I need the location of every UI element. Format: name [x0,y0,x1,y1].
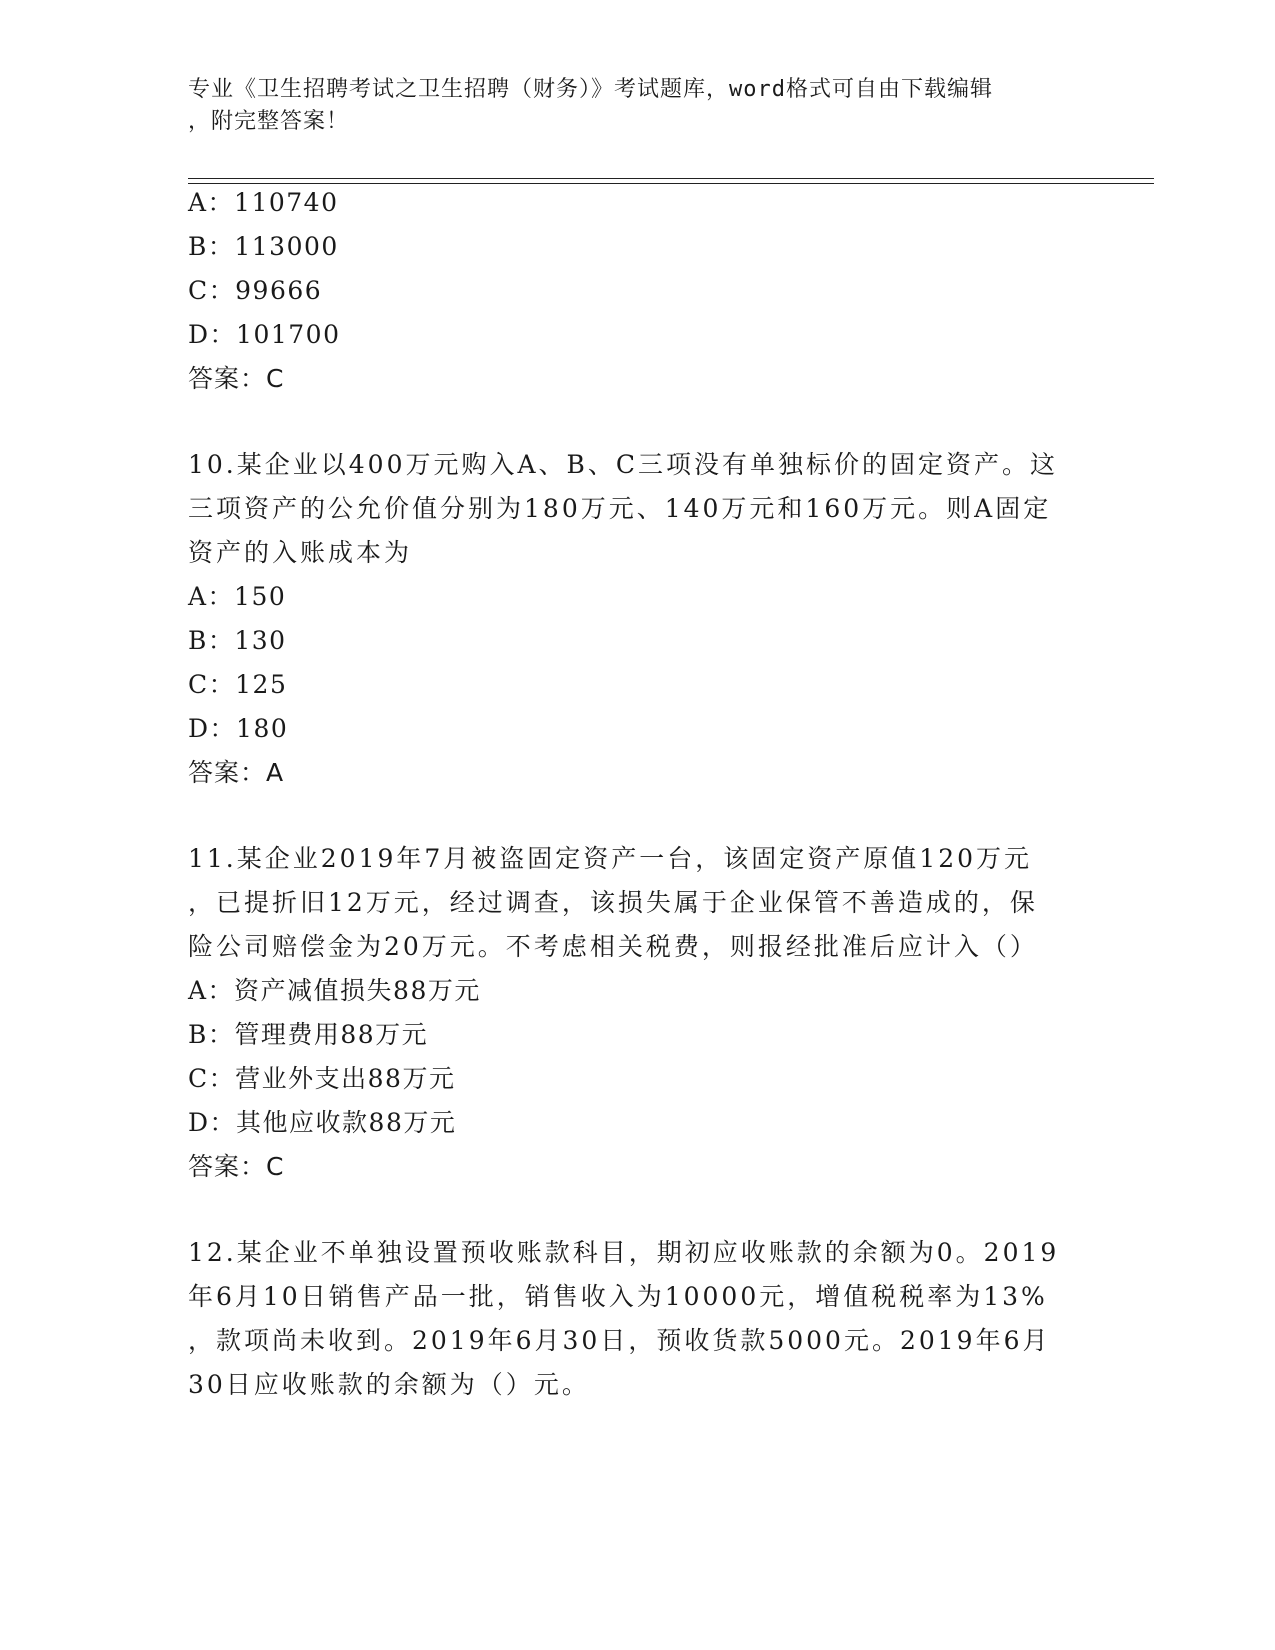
option-c: C：125 [188,670,288,699]
option-c: C：99666 [188,276,323,305]
header-rule-top [188,178,1154,179]
answer: 答案：A [188,758,285,787]
option-d: D：其他应收款88万元 [188,1108,457,1137]
header-line-1: 专业《卫生招聘考试之卫生招聘（财务）》考试题库，word格式可自由下载编辑 [188,77,993,102]
question-12-stem-line-2: 年6月10日销售产品一批，销售收入为10000元，增值税税率为13% [188,1282,1048,1311]
option-d: D：101700 [188,320,341,349]
question-12-stem-line-1: 12.某企业不单独设置预收账款科目，期初应收账款的余额为0。2019 [188,1238,1060,1267]
option-a: A：资产减值损失88万元 [188,976,481,1005]
question-11-stem-line-2: ，已提折旧12万元，经过调查，该损失属于企业保管不善造成的，保 [188,888,1038,917]
question-11-stem-line-1: 11.某企业2019年7月被盗固定资产一台，该固定资产原值120万元 [188,844,1033,873]
question-10-stem-line-1: 10.某企业以400万元购入A、B、C三项没有单独标价的固定资产。这 [188,450,1059,479]
question-11-stem-line-3: 险公司赔偿金为20万元。不考虑相关税费，则报经批准后应计入（） [188,932,1038,961]
option-d: D：180 [188,714,289,743]
document-header [188,74,1088,138]
option-b: B：113000 [188,232,339,261]
option-b: B：130 [188,626,287,655]
option-c: C：营业外支出88万元 [188,1064,456,1093]
header-line-2: ，附完整答案！ [188,109,350,134]
question-12-stem-line-4: 30日应收账款的余额为（）元。 [188,1370,590,1399]
question-10-stem-line-3: 资产的入账成本为 [188,538,413,567]
answer: 答案：C [188,364,285,393]
question-12-stem-line-3: ，款项尚未收到。2019年6月30日，预收货款5000元。2019年6月 [188,1326,1051,1355]
option-a: A：150 [188,582,287,611]
option-b: B：管理费用88万元 [188,1020,429,1049]
question-10-stem-line-2: 三项资产的公允价值分别为180万元、140万元和160万元。则A固定 [188,494,1052,523]
answer: 答案：C [188,1152,285,1181]
option-a: A：110740 [188,188,339,217]
